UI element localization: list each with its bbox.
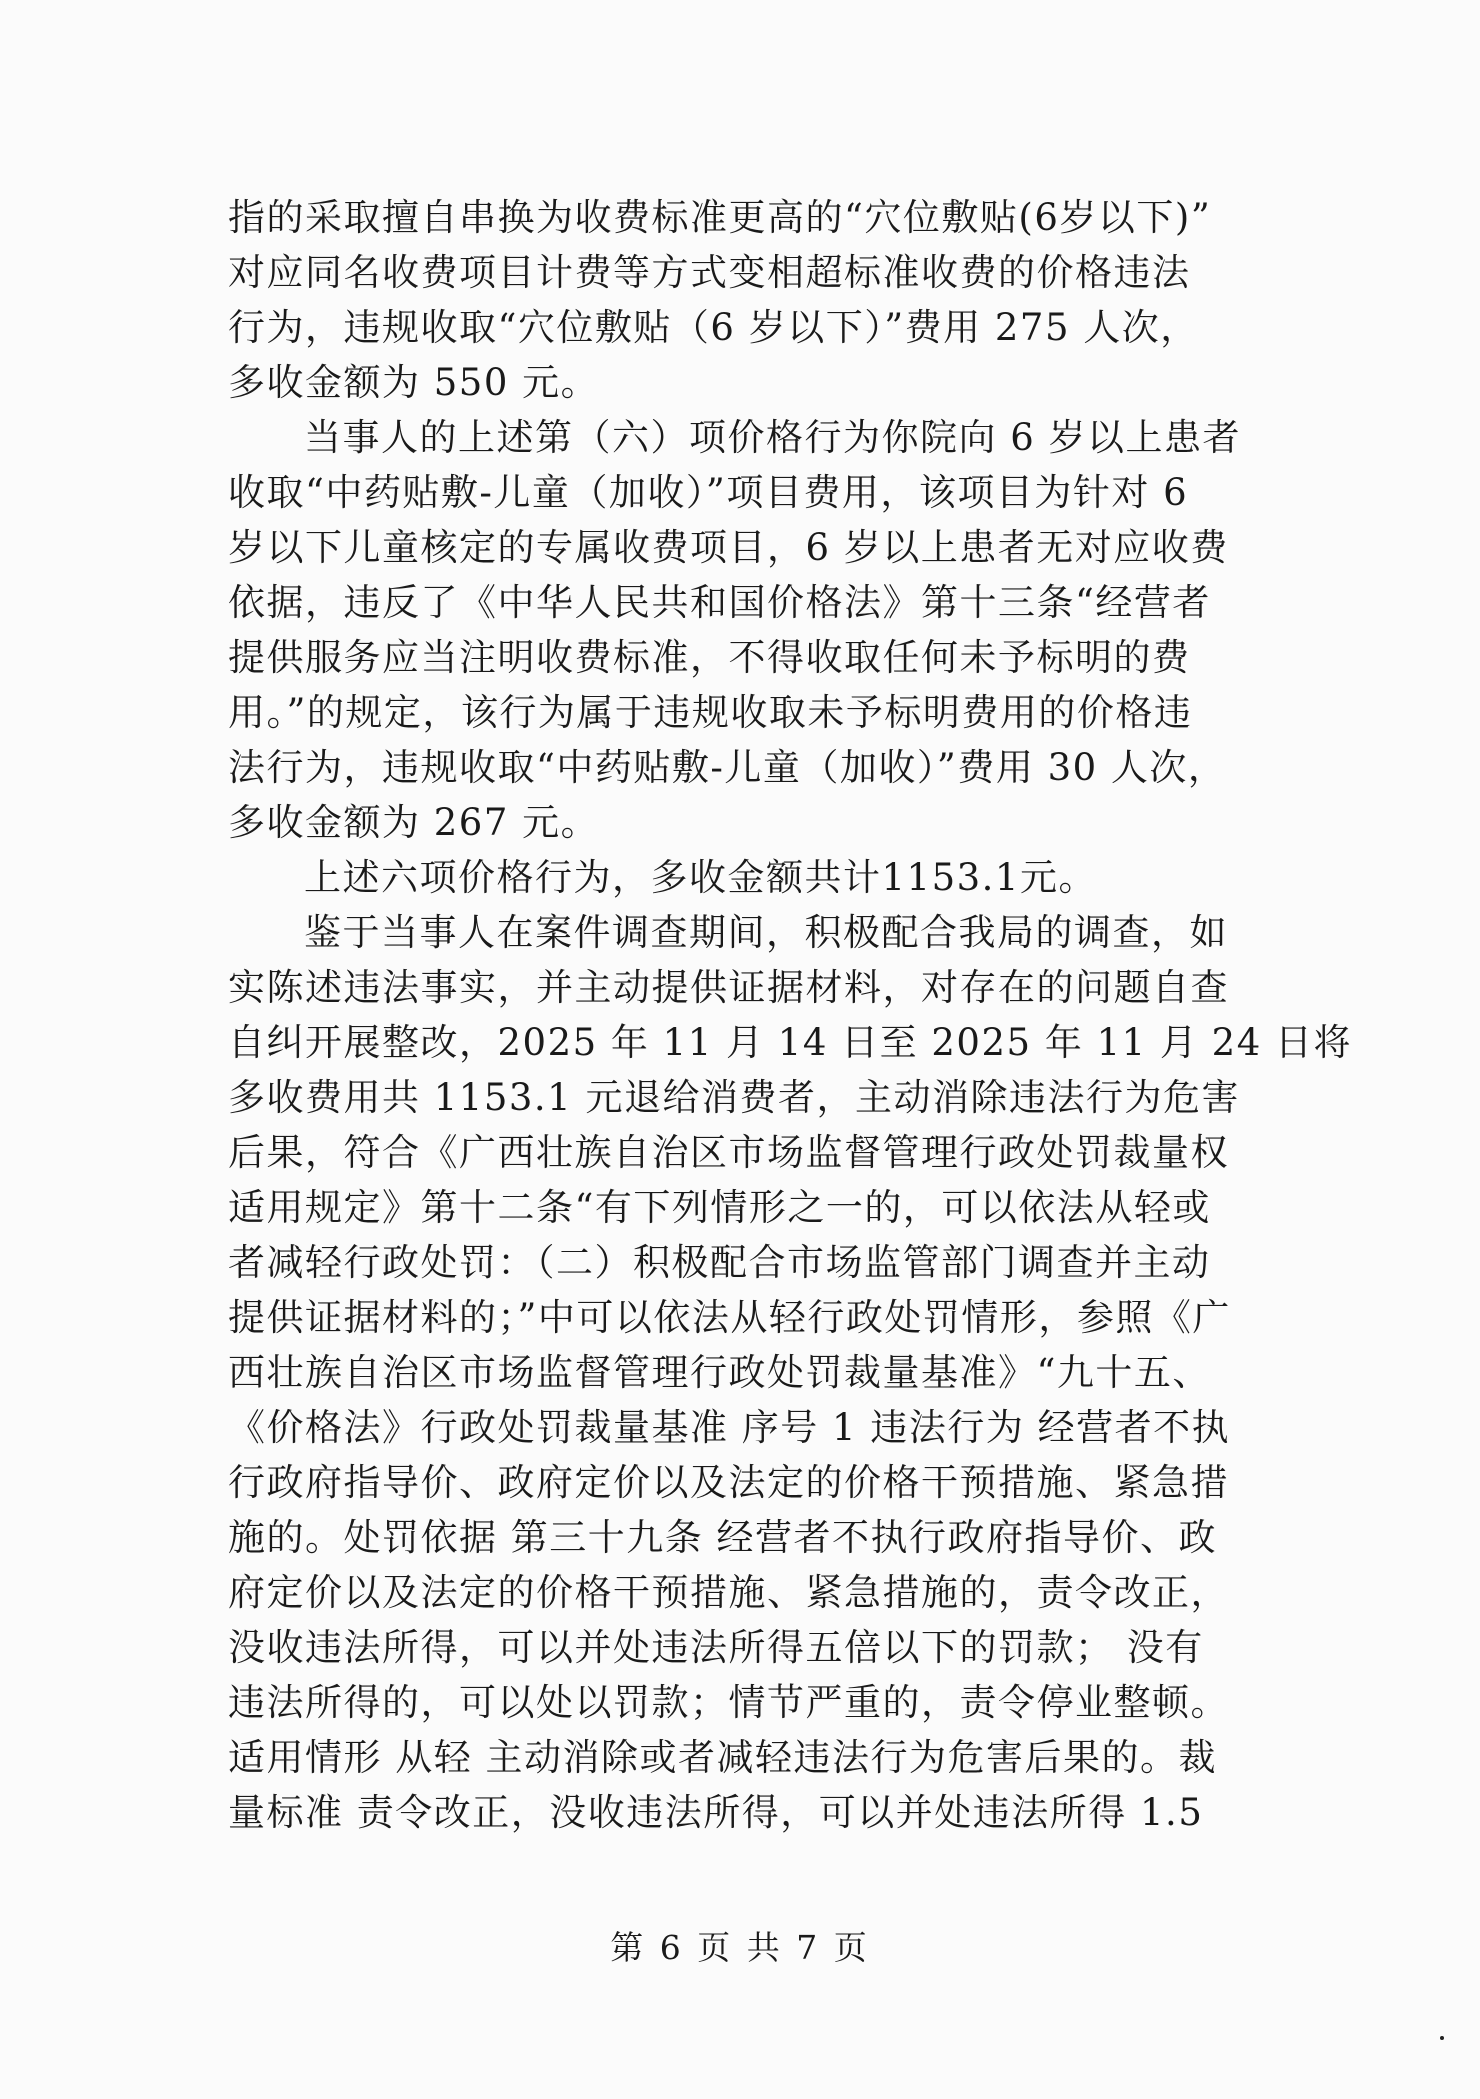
text-line: 依据，违反了《中华人民共和国价格法》第十三条“经营者 [228,581,1211,624]
text-line: 后果，符合《广西壮族自治区市场监督管理行政处罚裁量权 [228,1131,1229,1174]
text-line: 多收费用共 1153.1 元退给消费者，主动消除违法行为危害 [228,1076,1240,1119]
paragraph-start-line: 当事人的上述第（六）项价格行为你院向 6 岁以上患者 [304,416,1242,459]
paragraph-start-line: 鉴于当事人在案件调查期间，积极配合我局的调查，如 [304,911,1228,954]
page-number-footer: 第 6 页 共 7 页 [610,1928,870,1967]
text-line: 自纠开展整改，2025 年 11 月 14 日至 2025 年 11 月 24 日将 [228,1021,1353,1064]
scan-speck [1440,2036,1444,2040]
text-line: 用。”的规定，该行为属于违规收取未予标明费用的价格违 [228,691,1193,734]
text-line: 对应同名收费项目计费等方式变相超标准收费的价格违法 [228,251,1191,294]
text-line: 多收金额为 267 元。 [228,801,600,844]
text-line: 多收金额为 550 元。 [228,361,600,404]
text-line: 《价格法》行政处罚裁量基准 序号 1 违法行为 经营者不执 [228,1406,1231,1449]
text-line: 实陈述违法事实，并主动提供证据材料，对存在的问题自查 [228,966,1229,1009]
text-line: 指的采取擅自串换为收费标准更高的“穴位敷贴(6岁以下)” [228,196,1212,239]
text-line: 施的。处罚依据 第三十九条 经营者不执行政府指导价、政 [228,1516,1218,1559]
text-line: 量标准 责令改正，没收违法所得，可以并处违法所得 1.5 [228,1791,1204,1834]
document-body [228,190,1353,1840]
text-line: 行为，违规收取“穴位敷贴（6 岁以下）”费用 275 人次， [228,306,1199,349]
text-line: 岁以下儿童核定的专属收费项目，6 岁以上患者无对应收费 [228,526,1229,569]
text-line: 收取“中药贴敷-儿童（加收）”项目费用，该项目为针对 6 [228,471,1189,514]
text-line: 西壮族自治区市场监督管理行政处罚裁量基准》“九十五、 [228,1351,1211,1394]
paragraph-start-line: 上述六项价格行为，多收金额共计1153.1元。 [304,856,1097,899]
text-line: 提供证据材料的；”中可以依法从轻行政处罚情形，参照《广 [228,1296,1231,1339]
text-line: 法行为，违规收取“中药贴敷-儿童（加收）”费用 30 人次， [228,746,1227,789]
text-line: 提供服务应当注明收费标准，不得收取任何未予标明的费 [228,636,1191,679]
text-line: 者减轻行政处罚：（二）积极配合市场监管部门调查并主动 [228,1241,1211,1284]
text-line: 适用情形 从轻 主动消除或者减轻违法行为危害后果的。裁 [228,1736,1218,1779]
text-line: 没收违法所得，可以并处违法所得五倍以下的罚款； 没有 [228,1626,1204,1669]
text-line: 行政府指导价、政府定价以及法定的价格干预措施、紧急措 [228,1461,1229,1504]
text-line: 府定价以及法定的价格干预措施、紧急措施的，责令改正， [228,1571,1229,1614]
text-line: 违法所得的，可以处以罚款；情节严重的，责令停业整顿。 [228,1681,1229,1724]
text-line: 适用规定》第十二条“有下列情形之一的，可以依法从轻或 [228,1186,1211,1229]
